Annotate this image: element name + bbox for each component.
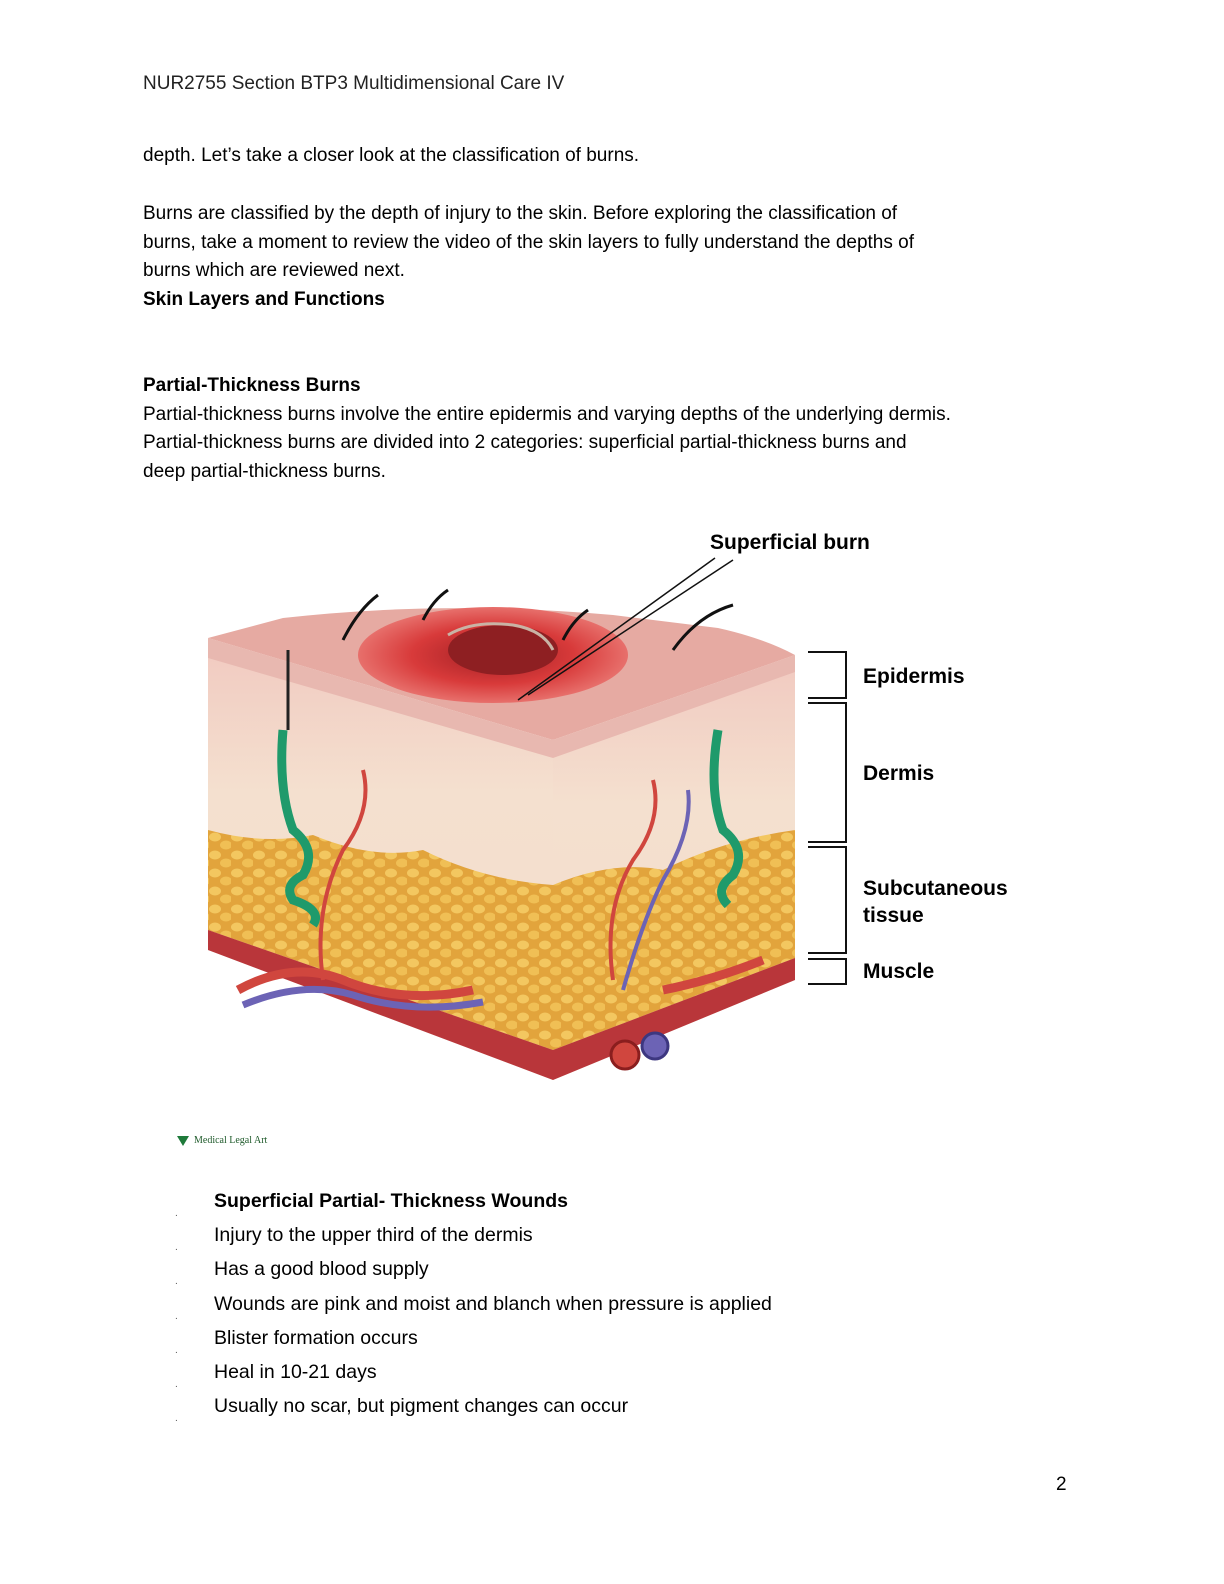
list-item [170, 1291, 1070, 1325]
list-item-text: Has a good blood supply [214, 1258, 429, 1281]
partial-thickness-section [143, 372, 1083, 486]
logo-icon [177, 1136, 189, 1146]
list-item [170, 1222, 1070, 1256]
section-heading: Partial-Thickness Burns [143, 375, 361, 396]
bullet-marker: . [175, 1344, 178, 1356]
section-line: deep partial-thickness burns. [143, 460, 386, 482]
layer-label-dermis: Dermis [863, 762, 935, 785]
layer-label-subcutaneous: Subcutaneous [863, 877, 1008, 900]
subcutaneous-bracket [808, 847, 846, 953]
skin-cross-section-diagram [143, 490, 1069, 1176]
intro-line: depth. Let’s take a closer look at the classification of burns. [143, 145, 640, 166]
bullet-marker: . [175, 1208, 178, 1219]
bullet-marker: . [175, 1413, 178, 1425]
burn-crater [448, 625, 558, 675]
list-item-text: Wounds are pink and moist and blanch when pressure is applied [214, 1292, 772, 1315]
page-number: 2 [1056, 1474, 1067, 1495]
dermis-bracket [808, 703, 846, 842]
page-header: NUR2755 Section BTP3 Multidimensional Care IV [143, 73, 565, 94]
layer-label-muscle: Muscle [863, 960, 935, 983]
vein-cross-section [642, 1033, 668, 1059]
intro-paragraph-line: burns, take a moment to review the video of the skin layers to fully understand the depths of [143, 231, 914, 253]
callout-label: Superficial burn [710, 531, 870, 554]
bullet-marker: . [175, 1378, 178, 1390]
list-item [170, 1256, 1070, 1290]
list-item [170, 1325, 1070, 1359]
artery-cross-section [611, 1041, 639, 1069]
intro-paragraph-line: Burns are classified by the depth of injury to the skin. Before exploring the classification of [143, 203, 898, 224]
muscle-bracket [808, 959, 846, 984]
layer-label-epidermis: Epidermis [863, 665, 965, 688]
bullet-marker: . [175, 1276, 178, 1288]
layer-label-tissue: tissue [863, 904, 924, 927]
list-item-text: Blister formation occurs [214, 1326, 418, 1349]
skin-burn-illustration [143, 490, 1069, 1176]
epidermis-bracket [808, 652, 846, 698]
section-line: Partial-thickness burns are divided into 2 categories: superficial partial-thickness burns and [143, 432, 907, 454]
list-item [170, 1188, 1070, 1222]
list-item-text: Heal in 10-21 days [214, 1360, 377, 1383]
wound-list [170, 1188, 1070, 1427]
skin-layers-video-link[interactable]: Skin Layers and Functions [143, 288, 385, 310]
bullet-marker: . [175, 1242, 178, 1254]
intro-paragraph-line: burns which are reviewed next. [143, 260, 405, 282]
logo-text: Medical Legal Art [194, 1135, 268, 1146]
bullet-marker: . [175, 1310, 178, 1322]
list-item [170, 1359, 1070, 1393]
list-item-text: Usually no scar, but pigment changes can occur [214, 1395, 629, 1418]
list-item [170, 1393, 1070, 1427]
section-line: Partial-thickness burns involve the entire epidermis and varying depths of the underlying dermis. [143, 403, 951, 425]
list-heading: Superficial Partial- Thickness Wounds [214, 1190, 568, 1212]
list-item-text: Injury to the upper third of the dermis [214, 1224, 533, 1247]
intro-paragraph [143, 200, 1083, 314]
